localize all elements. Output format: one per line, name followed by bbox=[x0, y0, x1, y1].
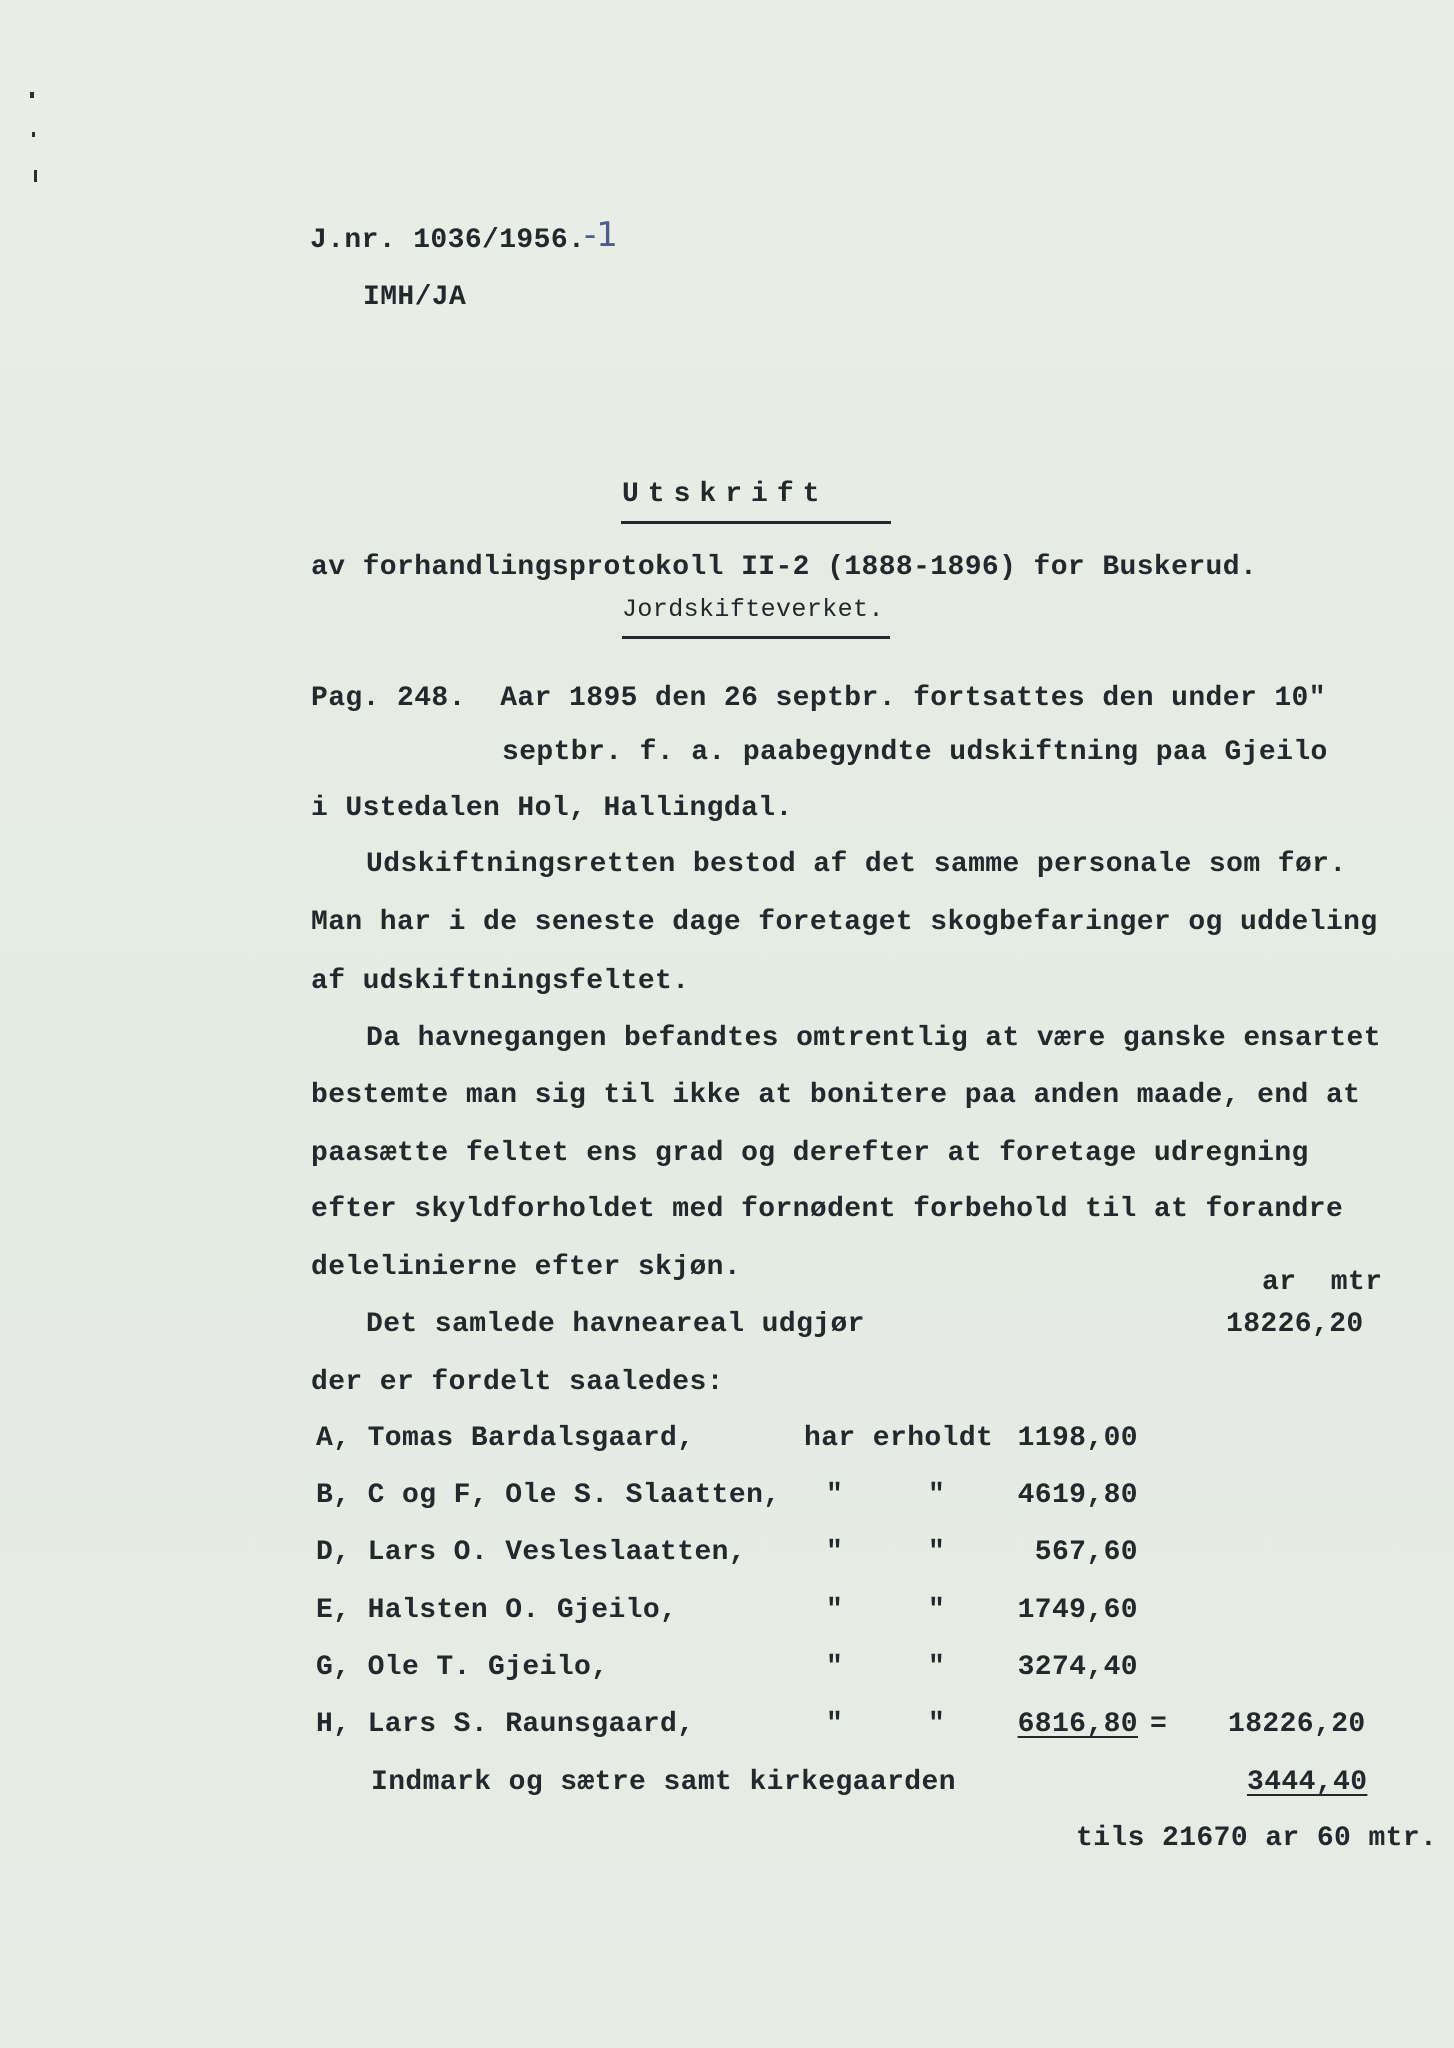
area-value: 6816,80 bbox=[1017, 1709, 1138, 1740]
body-line: Udskiftningsretten bestod af det samme personale som før. bbox=[366, 849, 1347, 880]
area-value: 567,60 bbox=[1034, 1537, 1138, 1568]
extra-label: Indmark og sætre samt kirkegaarden bbox=[371, 1767, 956, 1798]
body-line: bestemte man sig til ikke at bonitere paa anden maade, end at bbox=[311, 1080, 1361, 1111]
ditto-mark: " bbox=[928, 1709, 946, 1740]
total-value: 18226,20 bbox=[1226, 1309, 1364, 1340]
ditto-mark: " bbox=[928, 1480, 946, 1511]
extra-value: 3444,40 bbox=[1247, 1767, 1368, 1798]
journal-number: J.nr. 1036/1956. bbox=[310, 225, 586, 256]
area-value: 3274,40 bbox=[1017, 1652, 1138, 1683]
body-line: Da havnegangen befandtes omtrentlig at være ganske ensartet bbox=[366, 1023, 1381, 1054]
ditto-mark: " bbox=[928, 1595, 946, 1626]
grand-total: tils 21670 ar 60 mtr. bbox=[1076, 1823, 1438, 1854]
units-header: ar mtr bbox=[1262, 1267, 1383, 1298]
title-underline bbox=[621, 521, 891, 524]
body-line: i Ustedalen Hol, Hallingdal. bbox=[311, 793, 793, 824]
ditto-mark: " bbox=[826, 1595, 844, 1626]
area-value: 4619,80 bbox=[1017, 1480, 1138, 1511]
ditto-mark: " bbox=[928, 1537, 946, 1568]
body-line: septbr. f. a. paabegyndte udskiftning paa Gjeilo bbox=[502, 737, 1328, 768]
subtitle-line-1: av forhandlingsprotokoll II-2 (1888-1896) for Buskerud. bbox=[311, 552, 1258, 583]
document-title: Utskrift bbox=[622, 479, 829, 510]
body-line: af udskiftningsfeltet. bbox=[311, 966, 690, 997]
owner-name: G, Ole T. Gjeilo, bbox=[316, 1652, 609, 1683]
area-value: 1198,00 bbox=[1017, 1423, 1138, 1454]
ditto-mark: " bbox=[826, 1537, 844, 1568]
owner-name: A, Tomas Bardalsgaard, bbox=[316, 1423, 695, 1454]
total-label: Det samlede havneareal udgjør bbox=[366, 1309, 865, 1340]
verb-text: har erholdt bbox=[804, 1423, 994, 1454]
body-line: delelinierne efter skjøn. bbox=[311, 1252, 742, 1283]
margin-mark bbox=[32, 132, 35, 137]
owner-name: E, Halsten O. Gjeilo, bbox=[316, 1595, 678, 1626]
body-line: efter skyldforholdet med fornødent forbehold til at forandre bbox=[311, 1194, 1344, 1225]
journal-suffix: -1 bbox=[584, 215, 618, 255]
owner-name: B, C og F, Ole S. Slaatten, bbox=[316, 1480, 781, 1511]
margin-mark bbox=[34, 170, 37, 182]
ditto-mark: " bbox=[826, 1652, 844, 1683]
body-line: paasætte feltet ens grad og derefter at foretage udregning bbox=[311, 1138, 1309, 1169]
ditto-mark: " bbox=[826, 1480, 844, 1511]
subtotal-value: 18226,20 bbox=[1228, 1709, 1366, 1740]
ditto-mark: " bbox=[826, 1709, 844, 1740]
initials: IMH/JA bbox=[363, 282, 467, 313]
equals-sign: = bbox=[1150, 1709, 1168, 1740]
body-line: Man har i de seneste dage foretaget skogbefaringer og uddeling bbox=[311, 907, 1378, 938]
owner-name: H, Lars S. Raunsgaard, bbox=[316, 1709, 695, 1740]
ditto-mark: " bbox=[928, 1652, 946, 1683]
owner-name: D, Lars O. Vesleslaatten, bbox=[316, 1537, 747, 1568]
body-line: Pag. 248. Aar 1895 den 26 septbr. fortsattes den under 10" bbox=[311, 683, 1326, 714]
margin-mark bbox=[30, 92, 34, 98]
subtitle-line-2: Jordskifteverket. bbox=[622, 595, 884, 624]
area-value: 1749,60 bbox=[1017, 1595, 1138, 1626]
distribution-label: der er fordelt saaledes: bbox=[311, 1367, 724, 1398]
subtitle-underline bbox=[622, 636, 890, 639]
